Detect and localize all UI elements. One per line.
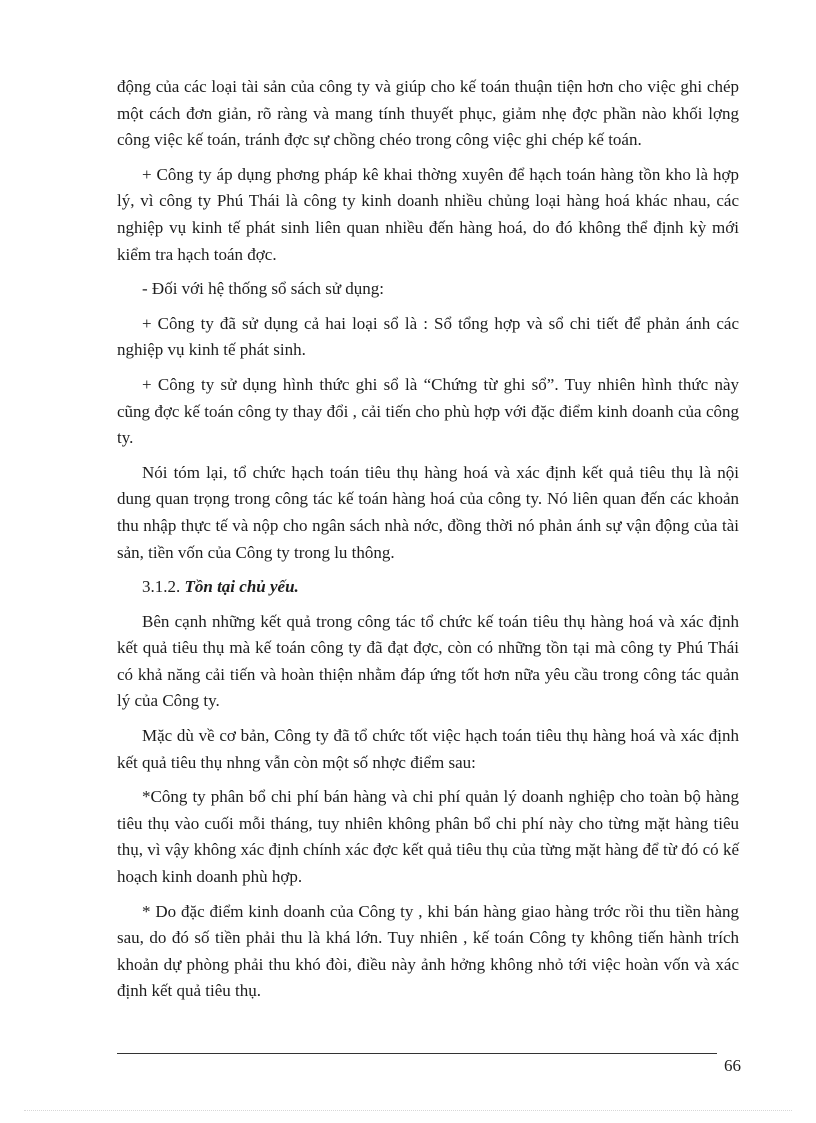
paragraph-3: - Đối với hệ thống sổ sách sử dụng:	[142, 279, 385, 299]
page-bottom-dotted-border	[24, 1110, 792, 1111]
page-number: 66	[724, 1056, 741, 1075]
paragraph-8: Mặc dù về cơ bản, Công ty đã tổ chức tốt việc hạch toán tiêu thụ hàng hoá và xác định kết quả tiêu thụ nhng vẫn còn một số nhợc điểm sau:	[117, 726, 739, 772]
paragraph-7: Bên cạnh những kết quả trong công tác tổ chức kế toán tiêu thụ hàng hoá và xác định kết quả tiêu thụ mà kế toán công ty đã đạt đợc, còn có những tồn tại mà công ty Phú Thái có khả năng cải tiến và hoàn thiện nhằm đáp ứng tốt hơn nữa yêu cầu trong công tác quản lý của Công ty.	[117, 611, 739, 711]
page-body	[117, 74, 739, 1013]
paragraph-10: * Do đặc điểm kinh doanh của Công ty , khi bán hàng giao hàng trớc rồi thu tiền hàng sau, do đó số tiền phải thu là khá lớn. Tuy nhiên , kế toán Công ty không tiến hành trích khoản dự phòng phải thu khó đòi, điều này ảnh hởng không nhỏ tới việc hoàn vốn và xác định kết quả tiêu thụ.	[117, 901, 739, 1001]
paragraph-1: động của các loại tài sản của công ty và giúp cho kế toán thuận tiện hơn cho việc ghi chép một cách đơn giản, rõ ràng và mang tính thuyết phục, giảm nhẹ đợc phần nào khối lợng công việc kế toán, tránh đợc sự chồng chéo trong công việc ghi chép kế toán.	[117, 77, 739, 150]
paragraph-5: + Công ty sử dụng hình thức ghi sổ là “Chứng từ ghi sổ”. Tuy nhiên hình thức này cũng đợc kế toán công ty thay đổi , cải tiến cho phù hợp với đặc điểm kinh doanh của công ty.	[117, 374, 739, 448]
footer-rule	[117, 1053, 717, 1054]
paragraph-9: *Công ty phân bổ chi phí bán hàng và chi phí quản lý doanh nghiệp cho toàn bộ hàng tiêu thụ vào cuối mỗi tháng, tuy nhiên không phân bổ chi phí này cho từng mặt hàng tiêu thụ, vì vậy không xác định chính xác đợc kết quả tiêu thụ của từng mặt hàng để từ đó có kế hoạch kinh doanh phù hợp.	[117, 787, 739, 887]
paragraph-4: + Công ty đã sử dụng cả hai loại sổ là : Sổ tổng hợp và sổ chi tiết để phản ánh các nghiệp vụ kinh tế phát sinh.	[117, 313, 739, 360]
paragraph-6: Nói tóm lại, tổ chức hạch toán tiêu thụ hàng hoá và xác định kết quả tiêu thụ là nội dung quan trọng trong công tác kế toán hàng hoá của công ty. Nó liên quan đến các khoản thu nhập thực tế và nộp cho ngân sách nhà nớc, đồng thời nó phản ánh sự vận động của tài sản, tiền vốn của Công ty trong lu thông.	[117, 462, 739, 562]
section-heading	[117, 574, 739, 601]
section-number: 3.1.2.	[142, 577, 181, 597]
paragraph-2: + Công ty áp dụng phơng pháp kê khai thờng xuyên để hạch toán hàng tồn kho là hợp lý, vì công ty Phú Thái là công ty kinh doanh nhiều chủng loại hàng hoá khác nhau, các nghiệp vụ kinh tế phát sinh liên quan nhiều đến hàng hoá, do đó không thể định kỳ mới kiểm tra hạch toán đợc.	[117, 164, 739, 264]
section-title: Tồn tại chủ yếu.	[184, 577, 299, 597]
